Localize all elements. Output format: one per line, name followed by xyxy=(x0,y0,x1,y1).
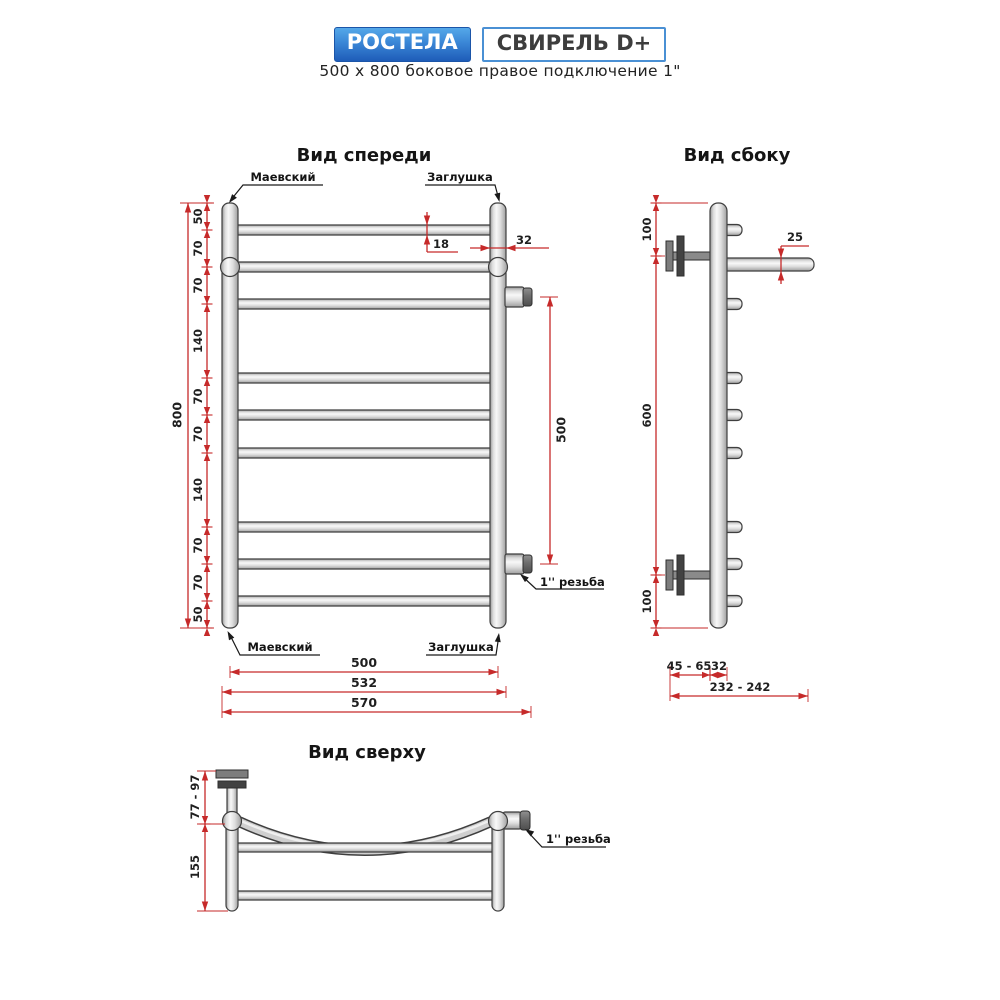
rung xyxy=(230,299,498,309)
svg-text:70: 70 xyxy=(191,574,205,591)
dim-tube-diameter xyxy=(470,233,549,251)
svg-text:140: 140 xyxy=(191,477,205,503)
svg-text:100: 100 xyxy=(640,589,654,614)
right-bracket-boss xyxy=(489,258,508,277)
svg-text:70: 70 xyxy=(191,240,205,257)
svg-text:232 - 242: 232 - 242 xyxy=(709,680,771,694)
svg-text:570: 570 xyxy=(350,695,378,710)
rung xyxy=(230,448,498,458)
front-rungs xyxy=(230,225,498,606)
rung xyxy=(230,262,498,272)
svg-text:Маевский: Маевский xyxy=(250,170,316,184)
dim-width-total xyxy=(222,695,531,718)
top-view xyxy=(188,742,611,911)
left-bracket-boss xyxy=(221,258,240,277)
dim-depth-total xyxy=(670,680,808,702)
svg-text:532: 532 xyxy=(350,675,378,690)
top-wall-bracket xyxy=(666,236,712,276)
rung xyxy=(230,225,498,235)
rung xyxy=(230,522,498,532)
rung xyxy=(230,410,498,420)
svg-text:70: 70 xyxy=(191,388,205,405)
svg-text:50: 50 xyxy=(191,208,205,225)
svg-text:Маевский: Маевский xyxy=(247,640,313,654)
svg-text:600: 600 xyxy=(640,403,654,428)
label-air-valve-top xyxy=(229,170,323,203)
brand-badge: РОСТЕЛА xyxy=(334,27,471,62)
rung xyxy=(230,559,498,569)
model-badge: СВИРЕЛЬ D+ xyxy=(482,27,667,62)
svg-text:155: 155 xyxy=(188,854,202,880)
top-view-title: Вид сверху xyxy=(308,742,426,763)
svg-text:50: 50 xyxy=(191,606,205,623)
svg-text:70: 70 xyxy=(191,537,205,554)
front-view xyxy=(170,145,605,718)
product-subtitle: 500 x 800 боковое правое подключение 1" xyxy=(319,62,681,80)
rung xyxy=(230,373,498,383)
side-tube xyxy=(710,203,727,628)
side-view xyxy=(640,145,814,702)
svg-text:1'' резьба: 1'' резьба xyxy=(546,832,611,846)
dim-shelf-tube-diameter xyxy=(778,230,809,284)
svg-text:Заглушка: Заглушка xyxy=(428,640,494,654)
bottom-connection-fitting xyxy=(505,554,532,574)
right-tube-top xyxy=(489,812,508,831)
label-plug-top xyxy=(425,170,500,202)
top-connection-fitting xyxy=(505,287,532,307)
shelf-arm-side xyxy=(718,258,814,271)
wall-plate-top-view xyxy=(216,770,248,788)
svg-text:Заглушка: Заглушка xyxy=(427,170,493,184)
svg-text:70: 70 xyxy=(191,277,205,294)
svg-text:32: 32 xyxy=(710,659,728,673)
svg-text:100: 100 xyxy=(640,217,654,242)
svg-text:800: 800 xyxy=(169,401,185,429)
side-view-title: Вид сбоку xyxy=(683,145,791,166)
shelf-rung xyxy=(233,843,497,852)
svg-text:18: 18 xyxy=(432,237,450,251)
svg-text:140: 140 xyxy=(191,328,205,354)
svg-text:45 - 65: 45 - 65 xyxy=(666,659,712,673)
label-plug-bottom xyxy=(426,633,501,655)
dim-wall-offset xyxy=(188,771,228,911)
dim-connection-span xyxy=(540,297,569,564)
left-tube-top xyxy=(223,812,242,831)
front-height-chain xyxy=(191,195,213,636)
side-height-chain xyxy=(640,195,708,636)
svg-text:500: 500 xyxy=(553,416,569,444)
svg-text:70: 70 xyxy=(191,425,205,443)
svg-text:500: 500 xyxy=(350,655,378,670)
bottom-wall-bracket xyxy=(666,555,712,595)
front-view-title: Вид спереди xyxy=(296,145,432,166)
rung xyxy=(230,596,498,606)
label-air-valve-bottom xyxy=(228,631,321,655)
svg-text:1'' резьба: 1'' резьба xyxy=(540,575,605,589)
svg-text:32: 32 xyxy=(515,233,533,247)
shelf-rung xyxy=(233,891,497,900)
svg-text:77 - 97: 77 - 97 xyxy=(188,774,202,820)
label-thread-top xyxy=(525,829,611,847)
label-thread-front xyxy=(520,574,605,589)
svg-text:25: 25 xyxy=(786,230,804,244)
